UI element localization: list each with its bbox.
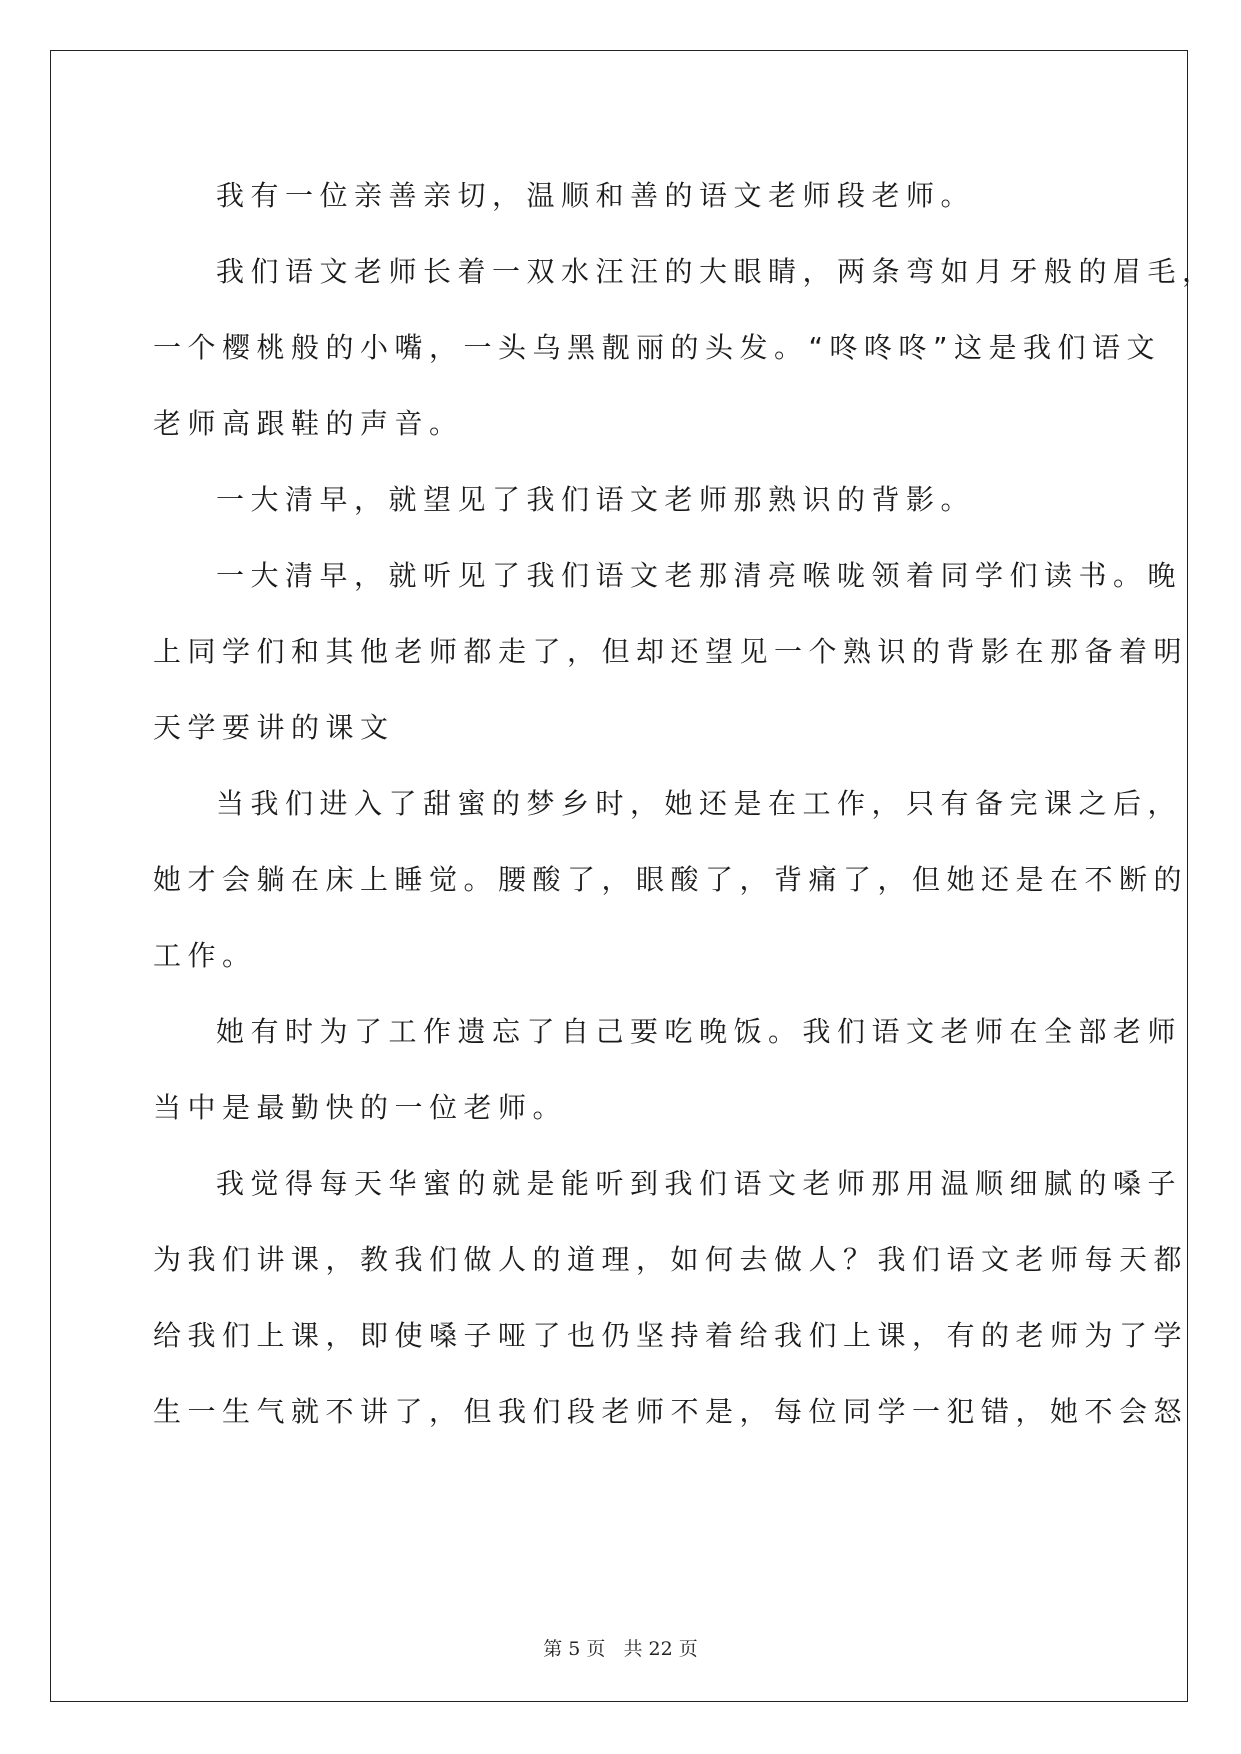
text-line: 一大清早，就听见了我们语文老那清亮喉咙领着同学们读书。晚 [216, 559, 1183, 592]
text-line: 工作。 [153, 939, 257, 972]
text-line: 她才会躺在床上睡觉。腰酸了，眼酸了，背痛了，但她还是在不断的 [153, 863, 1189, 896]
text-line: 一个樱桃般的小嘴，一头乌黑靓丽的头发。“咚咚咚”这是我们语文 [153, 331, 1162, 364]
text-line: 为我们讲课，教我们做人的道理，如何去做人？我们语文老师每天都 [153, 1243, 1189, 1276]
text-line: 上同学们和其他老师都走了，但却还望见一个熟识的背影在那备着明 [153, 635, 1189, 668]
text-line: 天学要讲的课文 [153, 711, 395, 744]
text-line: 她有时为了工作遗忘了自己要吃晚饭。我们语文老师在全部老师 [216, 1015, 1183, 1048]
document-body [153, 158, 1217, 1450]
text-line: 老师高跟鞋的声音。 [153, 407, 464, 440]
text-line: 当中是最勤快的一位老师。 [153, 1091, 568, 1124]
text-line: 我们语文老师长着一双水汪汪的大眼睛，两条弯如月牙般的眉毛， [216, 255, 1217, 288]
text-line: 我有一位亲善亲切，温顺和善的语文老师段老师。 [216, 179, 976, 212]
text-line: 我觉得每天华蜜的就是能听到我们语文老师那用温顺细腻的嗓子 [216, 1167, 1183, 1200]
text-line: 给我们上课，即使嗓子哑了也仍坚持着给我们上课，有的老师为了学 [153, 1319, 1189, 1352]
text-line: 一大清早，就望见了我们语文老师那熟识的背影。 [216, 483, 976, 516]
page-total: 共 22 页 [623, 1638, 698, 1660]
text-line: 生一生气就不讲了，但我们段老师不是，每位同学一犯错，她不会怒 [153, 1395, 1189, 1428]
text-line: 当我们进入了甜蜜的梦乡时，她还是在工作，只有备完课之后， [216, 787, 1183, 820]
page-number: 第 5 页 [543, 1638, 606, 1660]
page-footer [0, 1634, 1241, 1661]
